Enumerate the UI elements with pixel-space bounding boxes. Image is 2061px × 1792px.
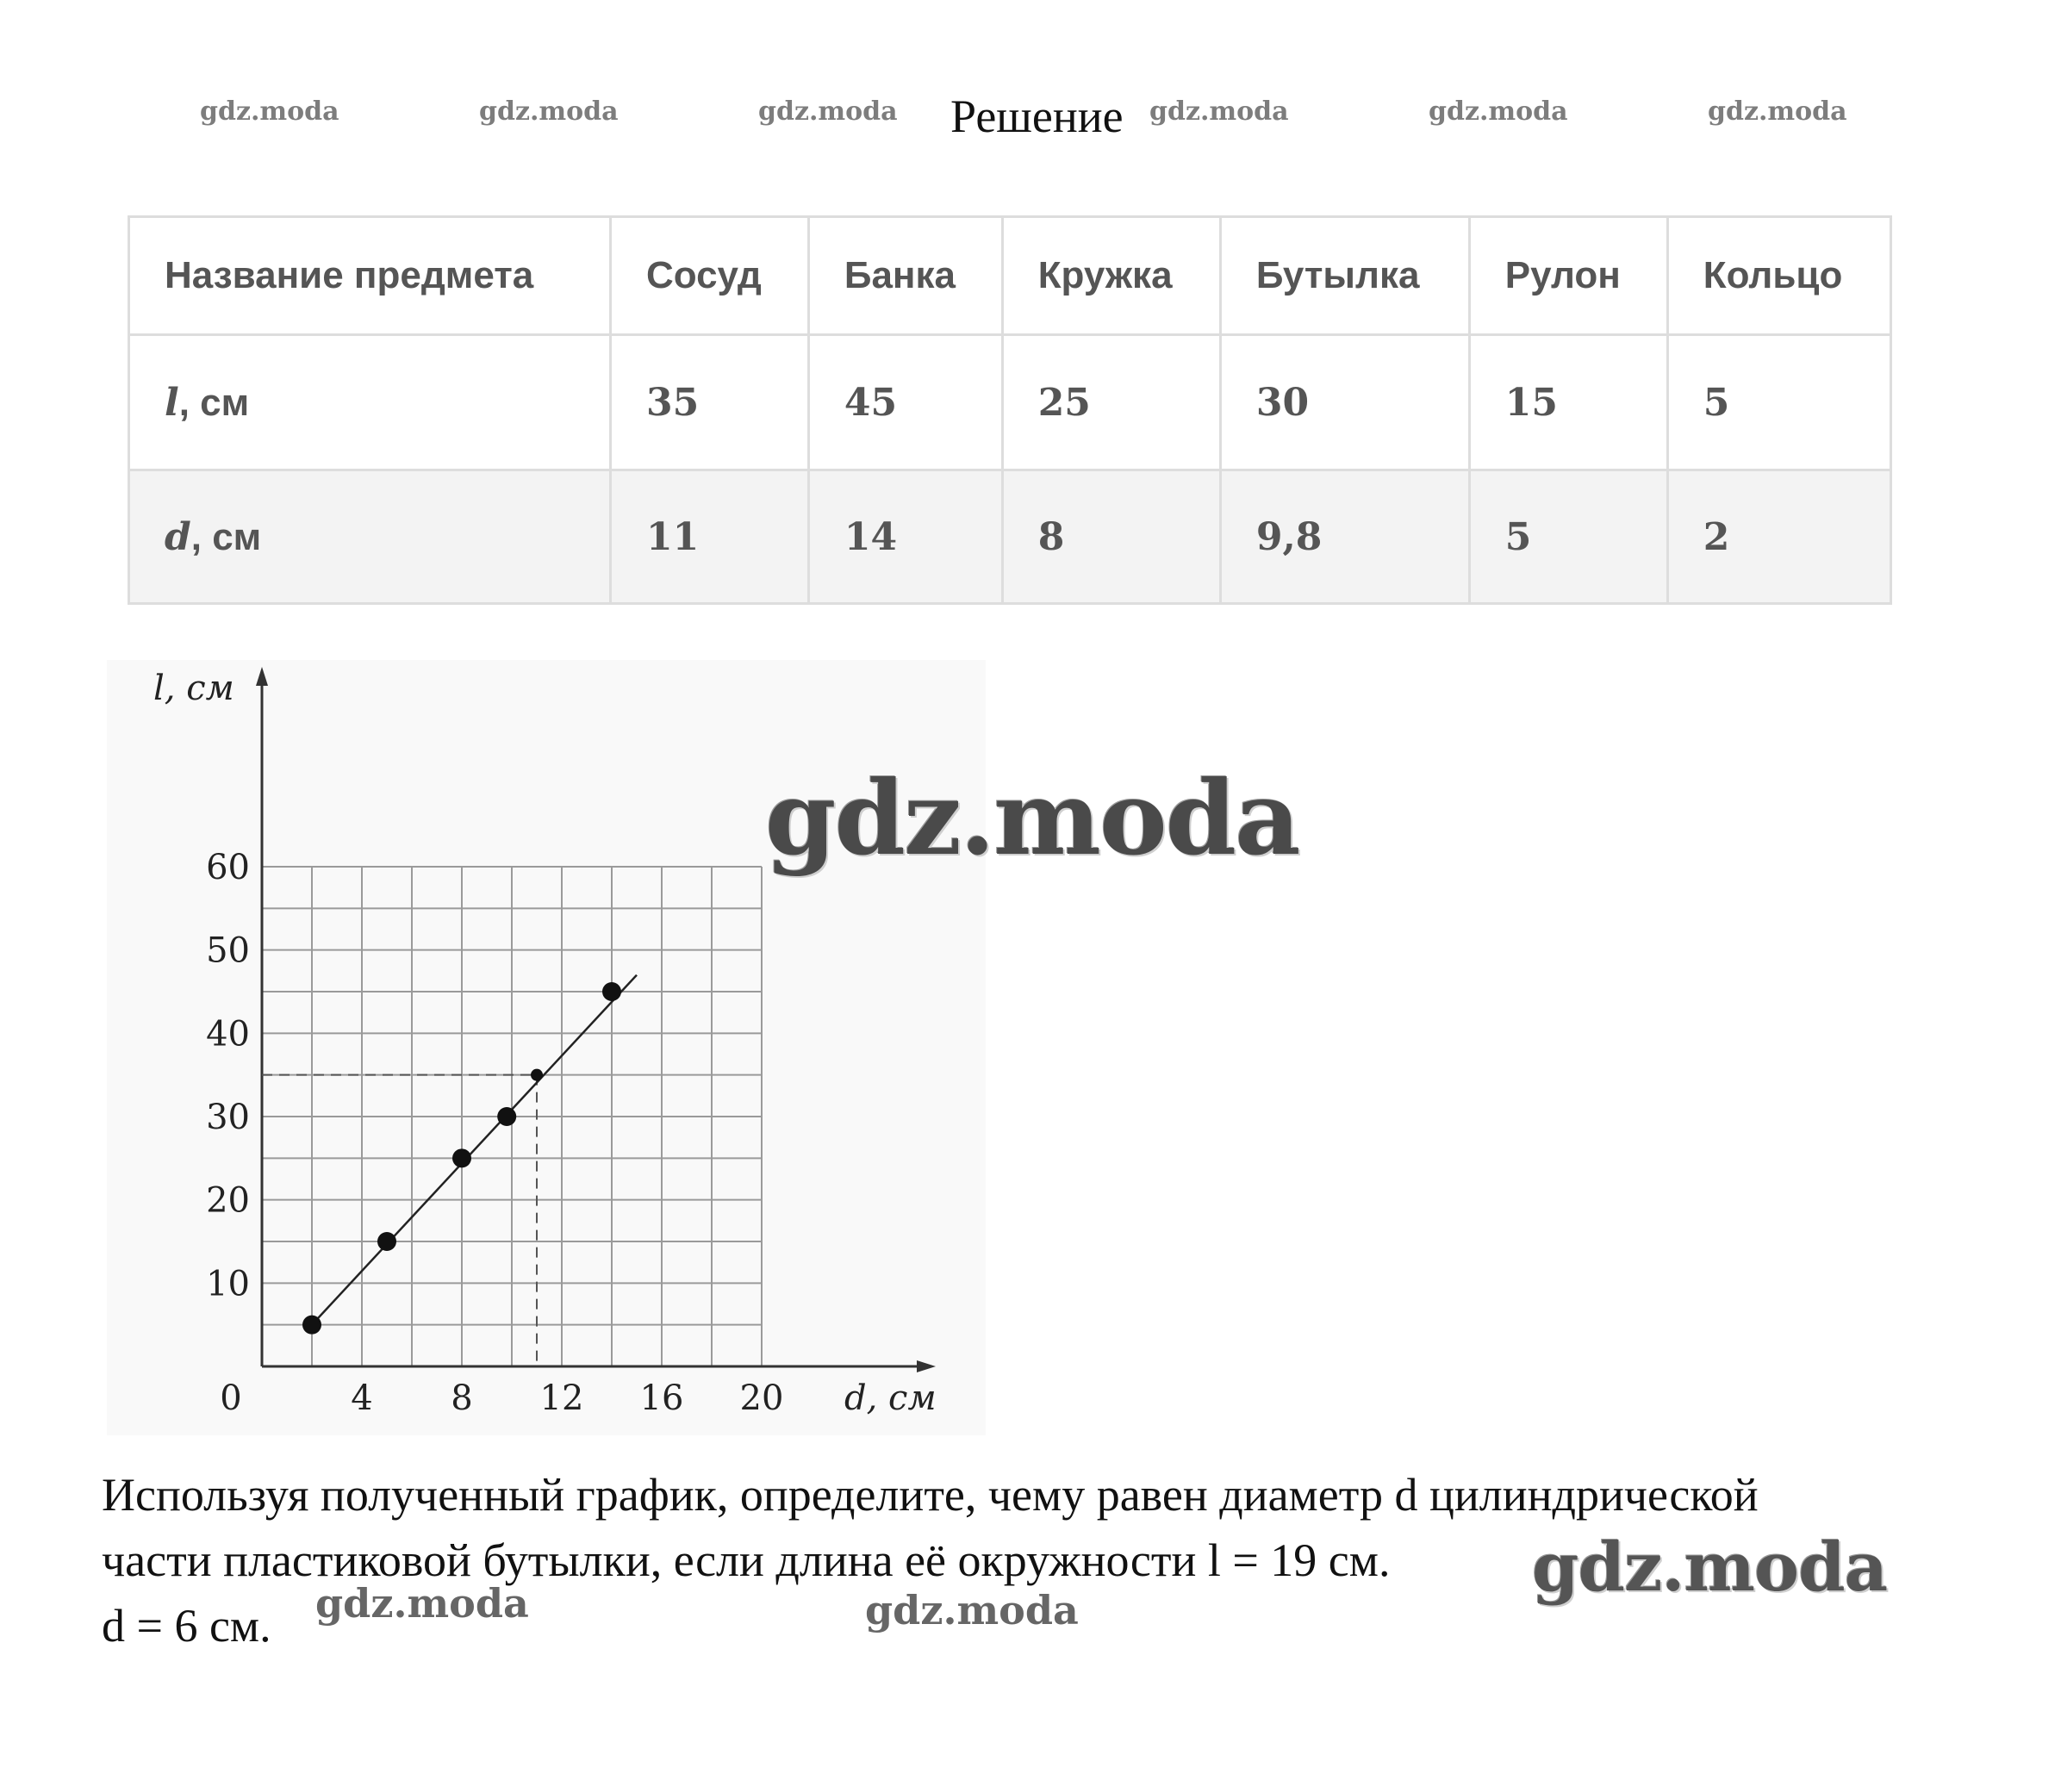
y-tick-label: 20 — [206, 1180, 250, 1221]
row-symbol: d — [165, 514, 191, 559]
table-header-cell: Кольцо — [1667, 217, 1890, 335]
watermark: gdz.moda — [315, 1580, 529, 1627]
data-point — [377, 1232, 396, 1251]
x-tick-label: 0 — [220, 1378, 242, 1418]
table-cell: 25 — [1002, 335, 1220, 470]
table-header-cell: Бутылка — [1220, 217, 1469, 335]
data-point — [602, 982, 621, 1001]
table-cell: 30 — [1220, 335, 1469, 470]
y-axis-arrow — [256, 667, 268, 686]
row-symbol: l — [165, 380, 179, 425]
watermark: gdz.moda — [479, 96, 619, 127]
table-cell: 2 — [1667, 470, 1890, 604]
watermark: gdz.moda — [1429, 96, 1568, 127]
x-tick-label: 12 — [539, 1378, 584, 1418]
watermark: gdz.moda — [758, 96, 898, 127]
watermark: gdz.moda — [1149, 96, 1289, 127]
table-header-cell: Кружка — [1002, 217, 1220, 335]
table-row — [129, 335, 1891, 470]
data-point — [531, 1069, 543, 1081]
table-cell: 11 — [611, 470, 809, 604]
data-table — [128, 215, 1892, 605]
table-cell: 8 — [1002, 470, 1220, 604]
row-label — [129, 335, 611, 470]
table-cell: 5 — [1667, 335, 1890, 470]
x-tick-label: 8 — [451, 1378, 473, 1418]
table-cell: 5 — [1469, 470, 1667, 604]
row-label — [129, 470, 611, 604]
watermark: gdz.moda — [200, 96, 339, 127]
question-line: части пластиковой бутылки, если длина её окружности l = 19 см. — [102, 1534, 1391, 1586]
y-tick-label: 40 — [206, 1014, 250, 1055]
watermark: gdz.moda — [865, 1587, 1079, 1633]
fit-line — [312, 975, 637, 1325]
question-line: Используя полученный график, определите, чему равен диаметр d цилиндрической — [102, 1469, 1759, 1521]
watermark: gdz.moda — [1708, 96, 1847, 127]
data-point — [497, 1107, 516, 1126]
y-tick-label: 30 — [206, 1098, 250, 1137]
data-point — [302, 1316, 321, 1335]
row-unit: , см — [178, 381, 250, 424]
row-unit: , см — [190, 515, 262, 558]
table-cell: 14 — [808, 470, 1002, 604]
table-header-cell: Сосуд — [611, 217, 809, 335]
page-title: Решение — [950, 90, 1124, 142]
y-axis-label: l, см — [153, 669, 234, 708]
x-tick-label: 20 — [739, 1378, 784, 1418]
x-tick-label: 4 — [351, 1378, 373, 1418]
table-header-cell: Банка — [808, 217, 1002, 335]
data-point — [452, 1148, 471, 1167]
watermark: gdz.moda — [1532, 1528, 1888, 1607]
answer-text: d = 6 см. — [102, 1600, 271, 1652]
table-cell: 35 — [611, 335, 809, 470]
table-header-cell: Название предмета — [129, 217, 611, 335]
watermark: gdz.moda — [765, 758, 1299, 878]
y-tick-label: 60 — [206, 848, 250, 887]
table-cell: 9,8 — [1220, 470, 1469, 604]
table-row — [129, 470, 1891, 604]
x-tick-label: 16 — [639, 1378, 684, 1418]
x-axis-arrow — [917, 1360, 936, 1372]
table-cell: 15 — [1469, 335, 1667, 470]
x-axis-label: d, см — [844, 1378, 937, 1418]
table-header-cell: Рулон — [1469, 217, 1667, 335]
table-header-row — [129, 217, 1891, 335]
table-cell: 45 — [808, 335, 1002, 470]
y-tick-label: 50 — [206, 930, 250, 971]
y-tick-label: 10 — [206, 1264, 250, 1304]
